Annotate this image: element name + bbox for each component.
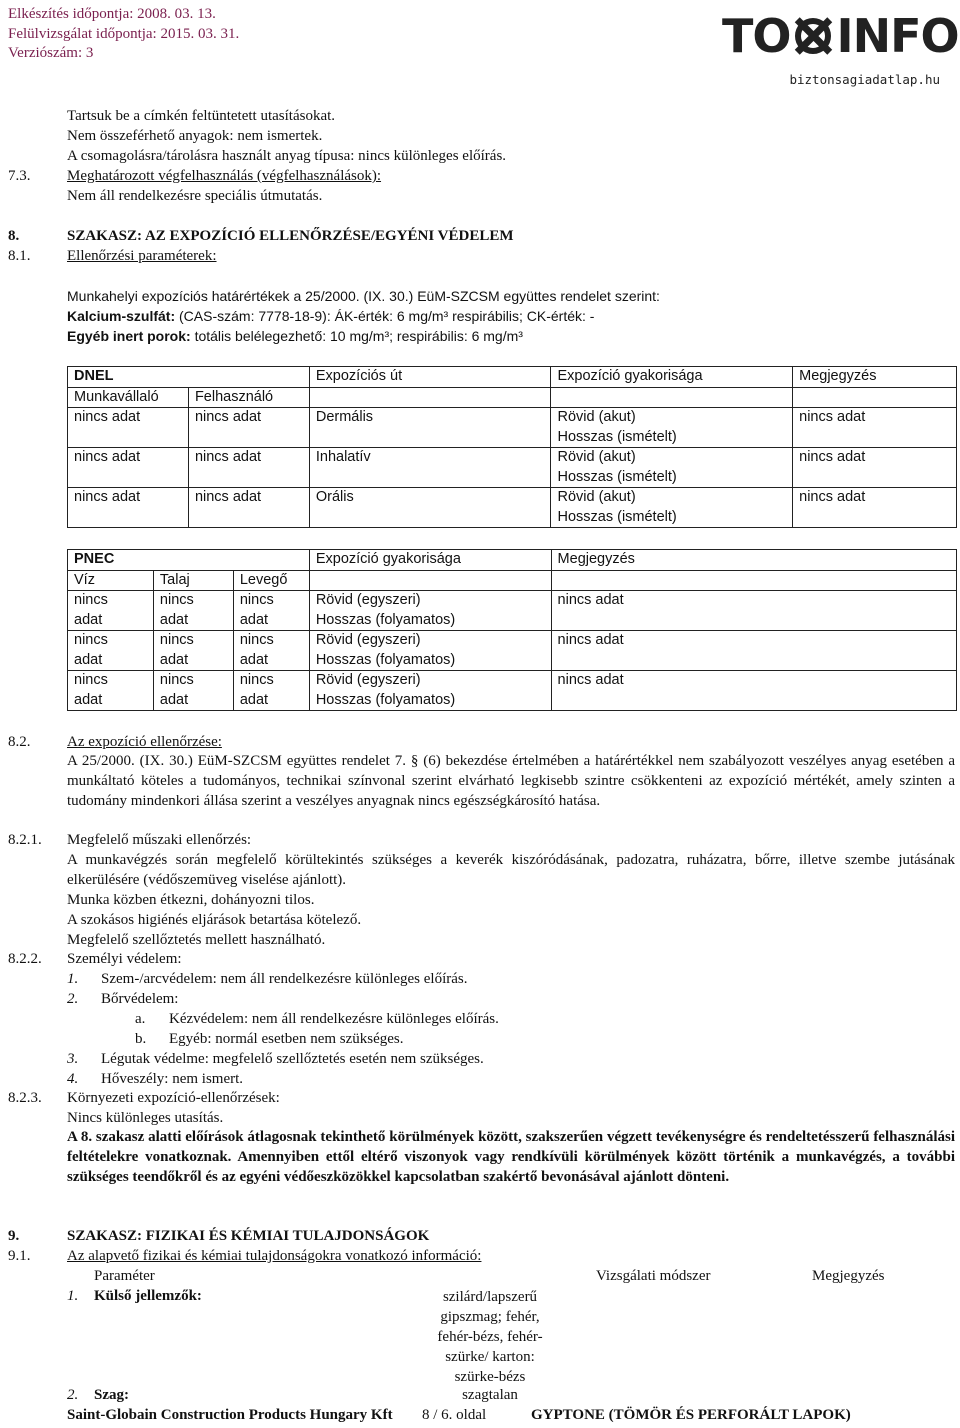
table-row — [68, 550, 957, 571]
dnel-head-route: Expozíciós út — [309, 367, 551, 388]
section-9-1-number: 9.1. — [8, 1248, 31, 1264]
logo-left: TO — [722, 9, 791, 63]
table-cell: nincs adat — [233, 631, 309, 671]
table-cell: nincs adat — [68, 408, 189, 448]
section-7-3-title: Meghatározott végfelhasználás (végfelhasználások): — [67, 168, 382, 184]
dnel-sub-user: Felhasználó — [188, 387, 309, 408]
table-cell: Rövid (akut) Hosszas (ismételt) — [551, 448, 793, 488]
list-item: 1. Szem-/arcvédelem: nem áll rendelkezésre különleges előírás. — [67, 971, 468, 987]
section-8-number: 8. — [8, 228, 20, 244]
table-cell: nincs adat — [68, 488, 189, 528]
section-7-3-number: 7.3. — [8, 168, 31, 184]
table-cell: nincs adat — [551, 591, 956, 631]
table-cell: nincs adat — [551, 631, 956, 671]
param-odor: 2. Szag: — [67, 1387, 129, 1403]
table-row — [68, 570, 957, 591]
table-cell: nincs adat — [551, 671, 956, 711]
table-cell: Rövid (akut) Hosszas (ismételt) — [551, 408, 793, 448]
section-8-1-number: 8.1. — [8, 248, 31, 264]
list-item: a. Kézvédelem: nem áll rendelkezésre különleges előírás. — [135, 1011, 499, 1027]
x-mark-icon — [792, 15, 834, 57]
review-date: Felülvizsgálat időpontja: 2015. 03. 31. — [8, 25, 240, 42]
pnec-head-note: Megjegyzés — [551, 550, 956, 571]
footer-page: 8 / 6. oldal — [422, 1407, 487, 1423]
table-cell: nincs adat — [153, 631, 233, 671]
section-8-2-title: Az expozíció ellenőrzése: — [67, 734, 222, 750]
table-cell: nincs adat — [793, 408, 957, 448]
logo-site: biztonsagiadatlap.hu — [789, 72, 940, 87]
section-8-2-number: 8.2. — [8, 734, 31, 750]
oel-calcium-sulfate: Kalcium-szulfát: (CAS-szám: 7778-18-9): ÁK-érték: 6 mg/m³ respirábilis; CK-érték: - — [67, 308, 595, 324]
section-9-number: 9. — [8, 1228, 20, 1244]
list-item: 3. Légutak védelme: megfelelő szellőztetés esetén nem szükséges. — [67, 1051, 484, 1067]
section-8-2-1-line-2: A szokásos higiénés eljárások betartása kötelező. — [67, 912, 362, 928]
table-cell: Dermális — [309, 408, 551, 448]
section-8-2-3-text: Nincs különleges utasítás. — [67, 1110, 224, 1126]
table-cell: nincs adat — [233, 591, 309, 631]
version: Verziószám: 3 — [8, 45, 94, 61]
oel-intro: Munkahelyi expozíciós határértékek a 25/2000. (IX. 30.) EüM-SZCSM együttes rendelet szerint: — [67, 288, 660, 304]
section-9-title: SZAKASZ: FIZIKAI ÉS KÉMIAI TULAJDONSÁGOK — [67, 1228, 430, 1244]
pnec-table — [67, 549, 957, 711]
table-cell: nincs adat — [68, 591, 154, 631]
table-cell: Inhalatív — [309, 448, 551, 488]
table-row — [68, 448, 957, 488]
table-cell: nincs adat — [188, 448, 309, 488]
table-cell: nincs adat — [188, 488, 309, 528]
table-cell: nincs adat — [793, 448, 957, 488]
pnec-head: PNEC — [68, 550, 310, 571]
col-parameter: Paraméter — [94, 1268, 155, 1284]
table-cell: nincs adat — [68, 671, 154, 711]
logo-right: INFO — [836, 9, 959, 63]
intro-line-1: Tartsuk be a címkén feltüntetett utasításokat. — [67, 108, 336, 124]
param-appearance: 1. Külső jellemzők: — [67, 1288, 202, 1304]
footer-company: Saint-Globain Construction Products Hungary Kft — [67, 1407, 393, 1423]
list-item: 4. Hőveszély: nem ismert. — [67, 1071, 244, 1087]
table-cell: nincs adat — [68, 631, 154, 671]
section-8-2-3-title: Környezeti expozíció-ellenőrzések: — [67, 1090, 280, 1106]
table-cell: Orális — [309, 488, 551, 528]
intro-line-3: A csomagolásra/tárolásra használt anyag típusa: nincs különleges előírás. — [67, 148, 507, 164]
table-row — [68, 671, 957, 711]
page-footer — [67, 1406, 957, 1425]
section-8-2-3-notice: A 8. szakasz alatti előírások átlagosnak tekinthető körülmények között, szakszerűen végzett tevékenységre és rendeltetésszerű felhasználási feltételekre vonatkoznak. Amennyiben ettől eltérő viszonyok vagy rendkívüli körülmények között történik a munkavégzés, a további szükséges teendőkről és az egyéni védőeszközökkel kapcsolatban szakértő bevonásával ajánlott dönteni. — [67, 1129, 955, 1185]
section-9-1-title: Az alapvető fizikai és kémiai tulajdonságokra vonatkozó információ: — [67, 1248, 482, 1264]
col-note: Megjegyzés — [812, 1268, 885, 1284]
table-row — [68, 408, 957, 448]
param-odor-value: szagtalan — [462, 1387, 518, 1403]
list-item: 2. Bőrvédelem: — [67, 991, 179, 1007]
pnec-head-frequency: Expozíció gyakorisága — [309, 550, 551, 571]
dnel-table — [67, 366, 957, 528]
table-row — [68, 387, 957, 408]
col-method: Vizsgálati módszer — [596, 1268, 711, 1284]
section-8-title: SZAKASZ: AZ EXPOZÍCIÓ ELLENŐRZÉSE/EGYÉNI VÉDELEM — [67, 228, 514, 244]
table-cell: Rövid (egyszeri) Hosszas (folyamatos) — [309, 591, 551, 631]
dnel-sub-worker: Munkavállaló — [68, 387, 189, 408]
section-8-2-3-number: 8.2.3. — [8, 1090, 42, 1106]
prep-date: Elkészítés időpontja: 2008. 03. 13. — [8, 6, 216, 22]
section-8-2-1-text: A munkavégzés során megfelelő körültekintés szükséges a keverék kiszóródásának, padozatra, ruházatra, bőrre, illetve szembe jutásának elkerülésére (védőszemüveg viselése ajánlott). — [67, 852, 955, 888]
section-8-2-1-title: Megfelelő műszaki ellenőrzés: — [67, 832, 252, 848]
section-8-2-2-number: 8.2.2. — [8, 951, 42, 967]
pnec-sub-air: Levegő — [233, 570, 309, 591]
section-8-2-1-line-1: Munka közben étkezni, dohányozni tilos. — [67, 892, 315, 908]
section-8-2-2-title: Személyi védelem: — [67, 951, 182, 967]
section-8-2-1-number: 8.2.1. — [8, 832, 42, 848]
table-cell: nincs adat — [153, 671, 233, 711]
table-row — [68, 367, 957, 388]
table-cell: Rövid (egyszeri) Hosszas (folyamatos) — [309, 671, 551, 711]
logo-wordmark — [722, 9, 959, 63]
table-row — [68, 591, 957, 631]
section-7-3-text: Nem áll rendelkezésre speciális útmutatás. — [67, 188, 323, 204]
toxinfo-logo[interactable] — [722, 9, 959, 87]
document-header — [8, 5, 239, 64]
section-8-1-title: Ellenőrzési paraméterek: — [67, 248, 217, 264]
dnel-head-note: Megjegyzés — [793, 367, 957, 388]
oel-inert-dust: Egyéb inert porok: totális belélegezhető: 10 mg/m³; respirábilis: 6 mg/m³ — [67, 328, 523, 344]
table-cell: nincs adat — [68, 448, 189, 488]
table-row — [68, 488, 957, 528]
dnel-head: DNEL — [68, 367, 310, 388]
intro-line-2: Nem összeférhető anyagok: nem ismertek. — [67, 128, 323, 144]
pnec-sub-water: Víz — [68, 570, 154, 591]
table-row — [68, 631, 957, 671]
section-8-2-text: A 25/2000. (IX. 30.) EüM-SZCSM együttes rendelet 7. § (6) bekezdése értelmében a határértékkel nem szabályozott veszélyes anyag esetében a munkáltató köteles a tudományos, technikai színvonal szerint elvárható legkisebb szintre csökkenteni az expozíció mértékét, amely szinten a tudomány mindenkori állása szerint a veszélyes anyagnak nincs egészségkárosító hatása. — [67, 753, 955, 809]
table-cell: Rövid (egyszeri) Hosszas (folyamatos) — [309, 631, 551, 671]
table-cell: Rövid (akut) Hosszas (ismételt) — [551, 488, 793, 528]
table-cell: nincs adat — [153, 591, 233, 631]
list-item: b. Egyéb: normál esetben nem szükséges. — [135, 1031, 404, 1047]
footer-product: GYPTONE (TÖMÖR ÉS PERFORÁLT LAPOK) — [531, 1407, 851, 1423]
table-cell: nincs adat — [793, 488, 957, 528]
section-8-2-1-line-3: Megfelelő szellőztetés mellett használható. — [67, 932, 326, 948]
table-cell: nincs adat — [188, 408, 309, 448]
table-cell: nincs adat — [233, 671, 309, 711]
dnel-head-frequency: Expozíció gyakorisága — [551, 367, 793, 388]
pnec-sub-soil: Talaj — [153, 570, 233, 591]
param-appearance-value: szilárd/lapszerű gipszmag; fehér, fehér-bézs, fehér- szürke/ karton: szürke-bézs — [437, 1289, 543, 1385]
